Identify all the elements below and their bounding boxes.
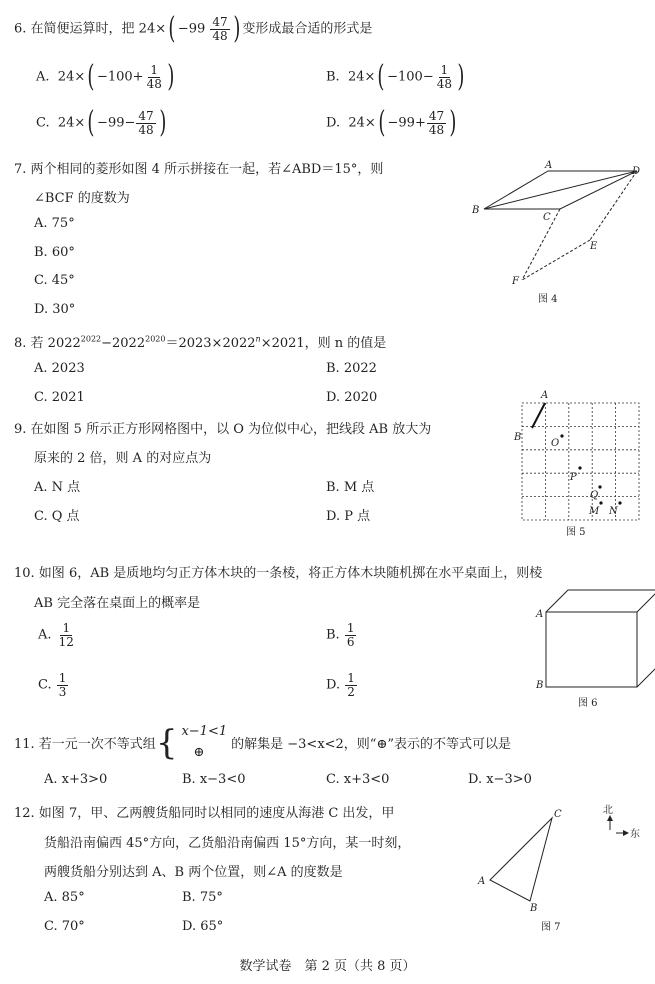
q10-option-c[interactable]: C. $\frac{1}{3}$ [38,671,67,699]
fig5-label-p: P [570,472,577,483]
q10-stem-line1: 10. 如图 6，AB 是质地均匀正方体木块的一条棱，将正方体木块随机掷在水平桌面上，则棱 [14,566,543,581]
q9-stem-line2: 原来的 2 倍，则 A 的对应点为 [34,451,212,466]
q11-option-d[interactable]: D. x−3>0 [468,772,532,787]
fig6-caption: 图 6 [578,698,598,709]
q11-option-a[interactable]: A. x+3>0 [44,772,108,787]
fig7-label-b: B [530,903,538,914]
q11-option-b[interactable]: B. x−3<0 [182,772,246,787]
q9-stem-line1: 9. 在如图 5 所示正方形网格图中，以 O 为位似中心，把线段 AB 放大为 [14,422,432,437]
q12-option-c[interactable]: C. 70° [44,919,85,934]
fig5-label-n: N [609,506,618,517]
q6-option-b[interactable]: B. 24×( −100− $\frac{1}{48}$ ) [326,59,465,94]
q7-option-a[interactable]: A. 75° [34,216,75,231]
q9-option-b[interactable]: B. M 点 [326,480,375,495]
q8-option-b[interactable]: B. 2022 [326,361,377,376]
q12-option-a[interactable]: A. 85° [44,890,85,905]
q9-option-d[interactable]: D. P 点 [326,509,371,524]
q8-stem: 8. 若 $2022^{2022}-2022^{2020}=2023\times 2022^n\times 2021$，则 n 的值是 [14,334,387,351]
q7-option-b[interactable]: B. 60° [34,245,75,260]
fig6-label-a: A [536,609,544,620]
q11-stem: 11. 若一元一次不等式组 { x−1<1 ⊕ 的解集是 −3<x<2，则“⊕”表示的不等式可以是 [14,722,511,763]
fig7-east-label: 东 [630,829,640,840]
page-footer: 数学试卷 第 2 页（共 8 页） [239,959,416,974]
fig6-label-b: B [536,680,544,691]
fig4-label-e: E [590,241,598,252]
fig4-caption: 图 4 [538,294,558,305]
fig5-caption: 图 5 [566,527,586,538]
q6-stem-fraction: $\frac{47}{48}$ [212,14,228,43]
q12-option-b[interactable]: B. 75° [182,890,223,905]
q10-option-a[interactable]: A. $\frac{1}{12}$ [38,621,74,649]
q12-stem-line2: 货船沿南偏西 45°方向，乙货船沿南偏西 15°方向，某一时刻， [44,836,411,851]
fig7-north-label: 北 [603,805,613,816]
q6-option-d[interactable]: D. 24×( −99+ $\frac{47}{48}$ ) [326,105,457,140]
q10-option-d[interactable]: D. $\frac{1}{2}$ [326,671,355,699]
q8-option-a[interactable]: A. 2023 [34,361,85,376]
fig7-label-c: C [554,809,562,820]
fig5-label-a: A [541,390,549,401]
q6-option-a[interactable]: A. 24×( −100+ $\frac{1}{48}$ ) [36,59,175,94]
q7-stem-line1: 7. 两个相同的菱形如图 4 所示拼接在一起，若∠ABD＝15°，则 [14,162,384,177]
q11-system-line2: ⊕ [193,744,205,760]
fig7-label-a: A [478,876,486,887]
fig4-label-a: A [545,160,553,171]
q12-stem-line1: 12. 如图 7，甲、乙两艘货船同时以相同的速度从海港 C 出发，甲 [14,806,395,821]
q6-stem: 6. 在简便运算时，把 24×( −99 $\frac{47}{48}$ ) 变形成最合适的形式是 [14,11,373,46]
fig7-caption: 图 7 [541,922,561,933]
fig4-label-c: C [543,212,551,223]
fig4-label-f: F [512,276,519,287]
q6-option-c[interactable]: C. 24×( −99− $\frac{47}{48}$ ) [36,105,167,140]
q8-option-d[interactable]: D. 2020 [326,390,378,405]
q7-option-c[interactable]: C. 45° [34,273,75,288]
q10-option-b[interactable]: B. $\frac{1}{6}$ [326,621,355,649]
q11-option-c[interactable]: C. x+3<0 [326,772,390,787]
q12-stem-line3: 两艘货船分别达到 A、B 两个位置，则∠A 的度数是 [44,865,343,880]
fig5-label-m: M [589,506,600,517]
q9-option-a[interactable]: A. N 点 [34,480,81,495]
q11-system-line1: x−1<1 [181,724,228,739]
fig4-label-d: D [632,166,641,177]
fig5-label-o: O [551,438,560,449]
q7-stem-line2: ∠BCF 的度数为 [34,191,130,206]
fig4-label-b: B [472,205,480,216]
q7-option-d[interactable]: D. 30° [34,302,76,317]
fig5-label-q: Q [590,490,599,501]
q10-stem-line2: AB 完全落在桌面上的概率是 [34,596,201,611]
q9-option-c[interactable]: C. Q 点 [34,509,80,524]
q12-option-d[interactable]: D. 65° [182,919,224,934]
q8-option-c[interactable]: C. 2021 [34,390,85,405]
fig5-label-b: B [514,432,522,443]
